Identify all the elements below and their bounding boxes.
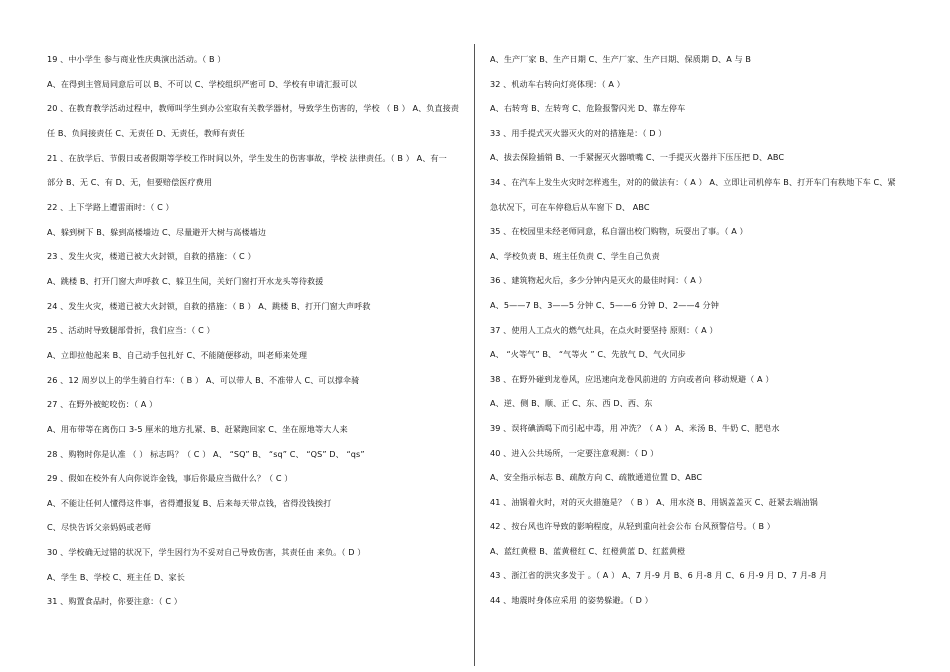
text-line: 37 、使用人工点火的燃气灶具，在点火时要坚持 原则：（ A ） bbox=[490, 324, 718, 335]
text-line: 部分 B、无 C、有 D、无，但要赔偿医疗费用 bbox=[47, 177, 213, 188]
text-line: 30 、学校确无过错的状况下，学生因行为不妥对自己导致伤害，其责任由 来负。（ D ） bbox=[47, 547, 366, 558]
text-line: A、不能让任何人懂得这件事，省得遭报复 B、后来每天带点钱，省得没钱挨打 bbox=[47, 497, 332, 508]
text-line: 36 、建筑物起火后，多少分钟内是灭火的最佳时间：（ A ） bbox=[490, 275, 707, 286]
text-line: 44 、地震时身体应采用 的姿势躲避。（ D ） bbox=[490, 595, 653, 606]
text-line: 42 、按台风也许导致的影响程度，从轻到重向社会公布 台风预警信号。（ B ） bbox=[490, 521, 775, 532]
text-line: A、右转弯 B、左转弯 C、危险报警闪光 D、靠左停车 bbox=[490, 103, 686, 114]
text-line: 39 、误将碘酒喝下而引起中毒，用 冲洗？（ A ） A、米汤 B、牛奶 C、肥皂水 bbox=[490, 422, 780, 433]
left-column bbox=[47, 47, 465, 614]
text-line: 急状况下，可在车停稳后从车窗下 D、 ABC bbox=[490, 201, 650, 212]
text-line: 21 、在放学后、节假日或者假期等学校工作时间以外，学生发生的伤害事故，学校 法律责任。（ B ） A、有一 bbox=[47, 152, 447, 163]
text-line: A、跳楼 B、打开门窗大声呼救 C、躲卫生间，关好门窗打开水龙头等待救援 bbox=[47, 275, 324, 286]
text-line: 28 、购物时你是认准 （ ） 标志吗？（ C ） A、 “SQ” B、 “sq” C、 “QS” D、 “qs” bbox=[47, 448, 365, 459]
text-line: 33 、用手提式灭火器灭火的对的措施是：（ D ） bbox=[490, 127, 667, 138]
text-line: 22 、上下学路上遭雷雨时：（ C ） bbox=[47, 201, 174, 212]
text-line: A、躲到树下 B、躲到高楼墙边 C、尽量避开大树与高楼墙边 bbox=[47, 226, 267, 237]
text-line: A、逆、侧 B、顺、正 C、东、西 D、西、东 bbox=[490, 398, 653, 409]
text-line: 41 、油锅着火时，对的灭火措施是？（ B ） A、用水浇 B、用锅盖盖灭 C、赶紧去端油锅 bbox=[490, 496, 818, 507]
text-line: 40 、进入公共场所，一定要注意观测：（ D ） bbox=[490, 447, 659, 458]
text-line: 29 、假如在校外有人向你说诈金钱，事后你最应当做什么？（ C ） bbox=[47, 473, 293, 484]
text-line: 27 、在野外被蛇咬伤：（ A ） bbox=[47, 399, 158, 410]
text-line: 24 、发生火灾，楼道已被大火封锁，自救的措施：（ B ） A、跳楼 B、打开门窗大声呼救 bbox=[47, 300, 371, 311]
text-line: A、 “火等气” B、 “气等火 ” C、先放气 D、气火同步 bbox=[490, 349, 686, 360]
text-line: A、学生 B、学校 C、班主任 D、家长 bbox=[47, 571, 185, 582]
text-line: 32 、机动车右转向灯亮体现：（ A ） bbox=[490, 78, 625, 89]
text-line: A、5——7 B、3——5 分钟 C、5——6 分钟 D、2——4 分钟 bbox=[490, 299, 719, 310]
text-line: A、安全指示标志 B、疏散方向 C、疏散通道位置 D、ABC bbox=[490, 472, 703, 483]
text-line: 34 、在汽车上发生火灾时怎样逃生，对的的做法有：（ A ） A、立即让司机停车 B、打开车门有秩地下车 C、紧 bbox=[490, 176, 896, 187]
text-line: 20 、在教育教学活动过程中，教师叫学生到办公室取有关教学器材，导致学生伤害的，学校 （ B ） A、负直接责 bbox=[47, 103, 460, 114]
right-column bbox=[490, 47, 910, 613]
text-line: 19 、中小学生 参与商业性庆典演出活动。（ B ） bbox=[47, 54, 226, 64]
text-line: 23 、发生火灾，楼道已被大火封锁，自救的措施：（ C ） bbox=[47, 251, 256, 262]
text-line: A、拔去保险插销 B、一手紧握灭火器喷嘴 C、一手提灭火器并下压压把 D、ABC bbox=[490, 152, 785, 163]
column-divider bbox=[474, 44, 475, 666]
text-line: A、生产厂家 B、生产日期 C、生产厂家、生产日期、保质期 D、A 与 B bbox=[490, 54, 752, 64]
text-line: 31 、购置食品时，你要注意：（ C ） bbox=[47, 596, 182, 607]
text-line: 25 、活动时导致腿部骨折，我们应当：（ C ） bbox=[47, 325, 215, 336]
text-line: 35 、在校园里未经老师同意，私自溜出校门购物，玩耍出了事。（ A ） bbox=[490, 226, 748, 237]
text-line: A、在得到主管局同意后可以 B、不可以 C、学校组织严密可 D、学校有申请汇报可以 bbox=[47, 78, 357, 89]
text-line: A、用布带等在离伤口 3-5 厘米的地方扎紧、B、赶紧跑回家 C、坐在原地等大人来 bbox=[47, 423, 348, 434]
text-line: 任 B、负间接责任 C、无责任 D、无责任，教师有责任 bbox=[47, 127, 245, 138]
text-line: 38 、在野外碰到龙卷风，应迅速向龙卷风前进的 方向或者向 移动规避（ A ） bbox=[490, 373, 774, 384]
text-line: A、学校负责 B、班主任负责 C、学生自己负责 bbox=[490, 250, 660, 261]
text-line: C、尽快告诉父亲妈妈或老师 bbox=[47, 522, 152, 533]
text-line: 26 、12 周岁以上的学生骑自行车：（ B ） A、可以带人 B、不准带人 C、可以撑伞骑 bbox=[47, 374, 360, 385]
text-line: 43 、浙江省的洪灾多发于 。（ A ） A、7 月-9 月 B、6 月-8 月 C、6 月-9 月 D、7 月-8 月 bbox=[490, 570, 828, 581]
text-line: A、蓝红黄橙 B、蓝黄橙红 C、红橙黄蓝 D、红蓝黄橙 bbox=[490, 545, 686, 556]
text-line: A、立即拉他起来 B、自己动手包扎好 C、不能随便移动，叫老师来处理 bbox=[47, 349, 308, 360]
